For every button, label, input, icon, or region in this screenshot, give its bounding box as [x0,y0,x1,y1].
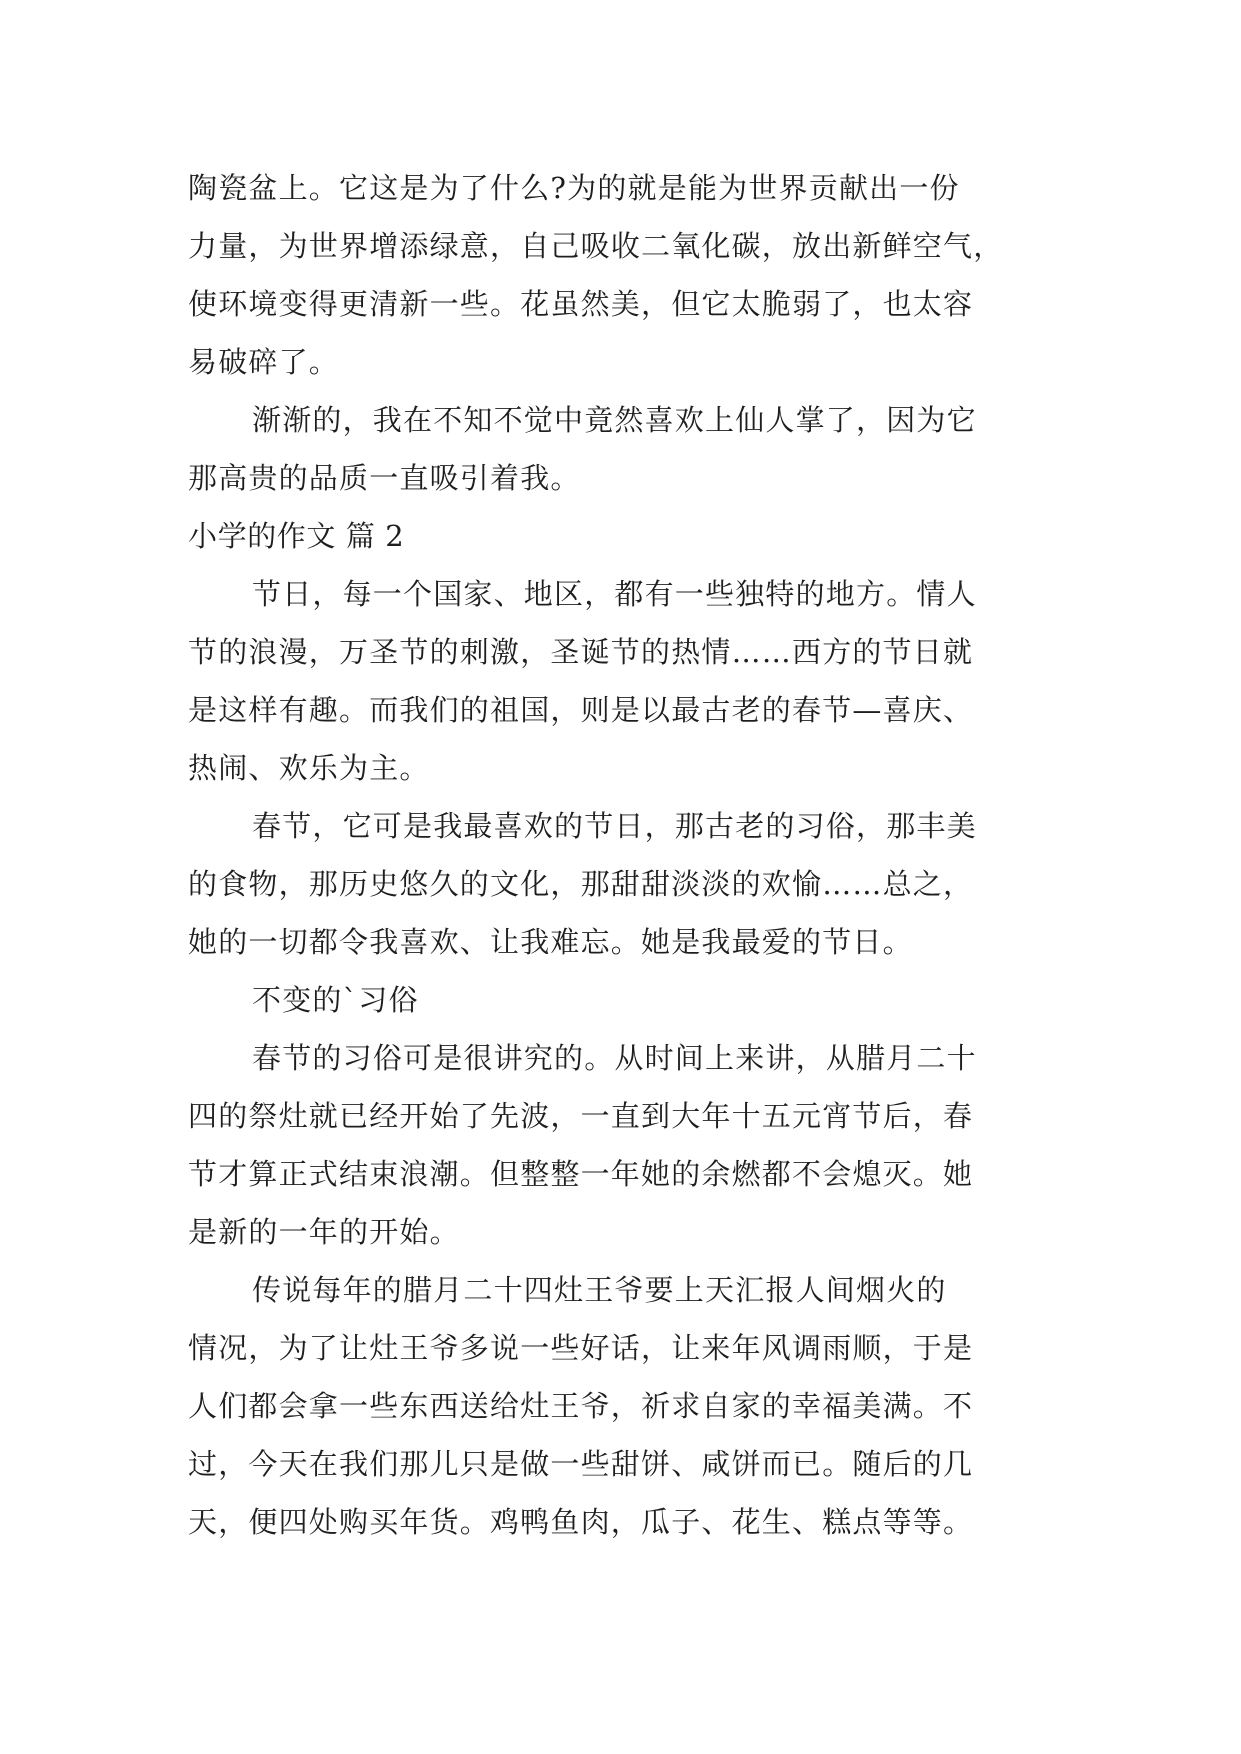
section-heading: 小学的作文 篇 2 [188,519,405,553]
text-line: 情况，为了让灶王爷多说一些好话，让来年风调雨顺，于是 [188,1331,974,1365]
text-line: 那高贵的品质一直吸引着我。 [188,461,581,495]
text-line: 易破碎了。 [188,345,340,379]
paragraph-first-line: 节日，每一个国家、地区，都有一些独特的地方。情人 [252,577,977,611]
text-line: 的食物，那历史悠久的文化，那甜甜淡淡的欢愉……总之， [188,867,974,901]
text-line: 天，便四处购买年货。鸡鸭鱼肉，瓜子、花生、糕点等等。 [188,1505,974,1539]
text-line: 四的祭灶就已经开始了先波，一直到大年十五元宵节后，春 [188,1099,974,1133]
text-line: 是这样有趣。而我们的祖国，则是以最古老的春节—喜庆、 [188,693,974,727]
text-line: 过，今天在我们那儿只是做一些甜饼、咸饼而已。随后的几 [188,1447,974,1481]
text-line: 陶瓷盆上。它这是为了什么?为的就是能为世界贡献出一份 [188,171,960,205]
text-line: 节的浪漫，万圣节的刺激，圣诞节的热情……西方的节日就 [188,635,974,669]
text-line: 人们都会拿一些东西送给灶王爷，祈求自家的幸福美满。不 [188,1389,974,1423]
subheading: 不变的`习俗 [252,983,419,1017]
text-line: 力量，为世界增添绿意，自己吸收二氧化碳，放出新鲜空气， [188,229,1004,263]
text-line: 节才算正式结束浪潮。但整整一年她的余燃都不会熄灭。她 [188,1157,974,1191]
text-line: 她的一切都令我喜欢、让我难忘。她是我最爱的节日。 [188,925,913,959]
paragraph-first-line: 传说每年的腊月二十四灶王爷要上天汇报人间烟火的 [252,1273,947,1307]
text-line: 使环境变得更清新一些。花虽然美，但它太脆弱了，也太容 [188,287,974,321]
paragraph-first-line: 渐渐的，我在不知不觉中竟然喜欢上仙人掌了，因为它 [252,403,977,437]
paragraph-first-line: 春节的习俗可是很讲究的。从时间上来讲，从腊月二十 [252,1041,977,1075]
text-line: 热闹、欢乐为主。 [188,751,430,785]
paragraph-first-line: 春节，它可是我最喜欢的节日，那古老的习俗，那丰美 [252,809,977,843]
text-line: 是新的一年的开始。 [188,1215,460,1249]
